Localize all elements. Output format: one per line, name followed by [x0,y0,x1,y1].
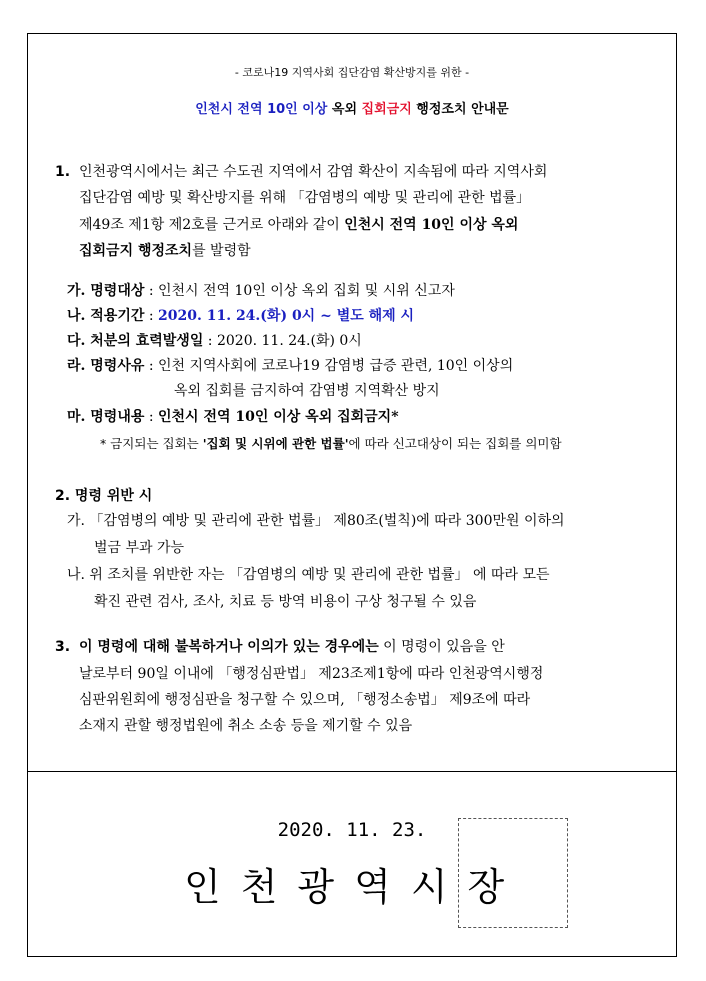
item-period: 나. 적용기간 : 2020. 11. 24.(화) 0시 ~ 별도 해제 시 [67,308,415,324]
notice-document [27,33,677,957]
subtitle: - 코로나19 지역사회 집단감염 확산방지를 위한 - [234,66,470,79]
section1-line4: 집회금지 행정조치를 발령함 [79,243,251,259]
item-effective-date: 다. 처분의 효력발생일 : 2020. 11. 24.(화) 0시 [67,333,362,349]
section2-a-line1: 가. 「감염병의 예방 및 관리에 관한 법률」 제80조(벌칙)에 따라 300만원 이하의 [67,513,565,529]
section2-heading: 2. 명령 위반 시 [55,488,153,504]
title-region-part: 인천시 전역 10인 이상 [195,102,328,117]
section3-number: 3. [55,639,71,655]
item-content: 마. 명령내용 : 인천시 전역 10인 이상 옥외 집회금지* [67,409,399,425]
section2-a-line2: 벌금 부과 가능 [94,540,185,556]
issue-date: 2020. 11. 23. [277,819,427,841]
section1-line1: 인천광역시에서는 최근 수도권 지역에서 감염 확산이 지속됨에 따라 지역사회 [79,164,548,180]
section1-line3: 제49조 제1항 제2호를 근거로 아래와 같이 인천시 전역 10인 이상 옥외 [79,217,519,233]
title-ban-part: 집회금지 [361,102,412,117]
title-outdoor-part: 옥외 [327,102,362,117]
section1-number: 1. [55,164,71,180]
ban-note: * 금지되는 집회는 '집회 및 시위에 관한 법률'에 따라 신고대상이 되는 집회를 의미함 [100,436,562,451]
section3-line1: 이 명령에 대해 불복하거나 이의가 있는 경우에는 이 명령이 있음을 안 [79,639,505,655]
title-notice-part: 행정조치 안내문 [411,102,509,117]
issuer-signature: 인천광역시장 [184,865,525,909]
footer-divider [28,771,676,772]
section2-b-line1: 나. 위 조치를 위반한 자는 「감염병의 예방 및 관리에 관한 법률」 에 따라 모든 [67,567,550,583]
item-reason-cont: 옥외 집회를 금지하여 감염병 지역확산 방지 [174,383,440,399]
section3-line3: 심판위원회에 행정심판을 청구할 수 있으며, 「행정소송법」 제9조에 따라 [79,692,531,708]
item-target: 가. 명령대상 : 인천시 전역 10인 이상 옥외 집회 및 시위 신고자 [67,283,455,299]
section2-b-line2: 확진 관련 검사, 조사, 치료 등 방역 비용이 구상 청구될 수 있음 [94,594,477,610]
section3-line2: 날로부터 90일 이내에 「행정심판법」 제23조제1항에 따라 인천광역시행정 [79,666,544,682]
item-reason: 라. 명령사유 : 인천 지역사회에 코로나19 감염병 급증 관련, 10인 이상의 [67,358,514,374]
main-title [28,98,676,117]
section1-line2: 집단감염 예방 및 확산방지를 위해 「감염병의 예방 및 관리에 관한 법률」 [79,190,531,206]
section3-line4: 소재지 관할 행정법원에 취소 소송 등을 제기할 수 있음 [79,718,413,734]
